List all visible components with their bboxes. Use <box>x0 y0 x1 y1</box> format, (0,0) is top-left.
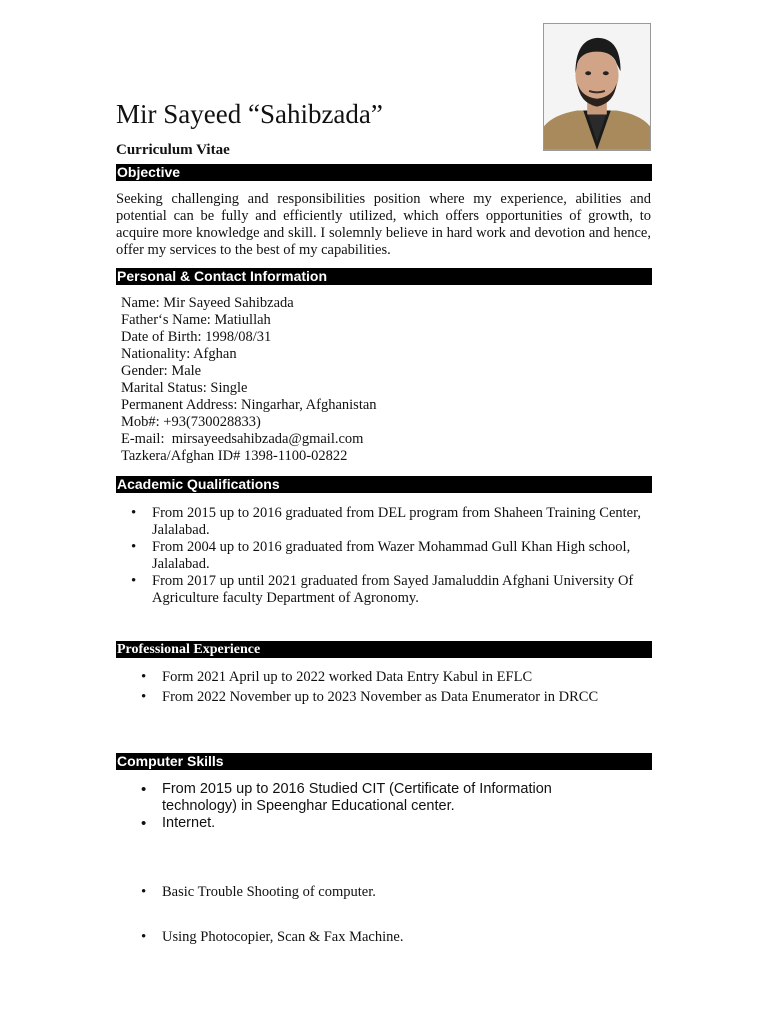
section-heading-objective: Objective <box>116 164 652 181</box>
info-line: Nationality: Afghan <box>121 346 237 362</box>
personal-info-list <box>121 295 377 465</box>
list-item: • From 2017 up until 2021 graduated from Sayed Jamaluddin Afghani University Of Agriculture faculty Department of Agronomy. <box>121 573 656 607</box>
skills-list-continued <box>131 929 651 946</box>
section-heading-academic: Academic Qualifications <box>116 476 652 493</box>
section-heading-experience: Professional Experience <box>116 641 652 658</box>
list-item: • From 2015 up to 2016 graduated from DEL program from Shaheen Training Center, Jalalabad. <box>121 505 656 539</box>
info-line: Date of Birth: 1998/08/31 <box>121 329 272 345</box>
info-line: Gender: Male <box>121 363 202 379</box>
academic-list <box>121 505 656 607</box>
profile-photo <box>543 23 651 151</box>
info-line: Marital Status: Single <box>121 380 248 396</box>
list-item: • Form 2021 April up to 2022 worked Data Entry Kabul in EFLC <box>131 669 651 686</box>
info-line: Name: Mir Sayeed Sahibzada <box>121 295 294 311</box>
section-heading-personal: Personal & Contact Information <box>116 268 652 285</box>
list-item: • From 2015 up to 2016 Studied CIT (Certificate of Information technology) in Speenghar Educational center. <box>131 781 611 815</box>
list-item: • Internet. <box>131 815 611 832</box>
info-line: Father‘s Name: Matiullah <box>121 312 271 328</box>
info-line: Permanent Address: Ningarhar, Afghanistan <box>121 397 377 413</box>
list-item: • Using Photocopier, Scan & Fax Machine. <box>131 929 651 946</box>
info-line-email: E-mail: mirsayeedsahibzada@gmail.com <box>121 431 364 447</box>
list-item: • From 2022 November up to 2023 November as Data Enumerator in DRCC <box>131 689 651 706</box>
info-line: Tazkera/Afghan ID# 1398-1100-02822 <box>121 448 348 464</box>
document-subtitle: Curriculum Vitae <box>116 142 230 158</box>
list-item: • Basic Trouble Shooting of computer. <box>131 884 651 901</box>
candidate-name: Mir Sayeed “Sahibzada” <box>116 99 383 129</box>
objective-text: Seeking challenging and responsibilities position where my experience, abilities and potential can be fully and efficiently utilized, which offers opportunities of growth, to acquire more knowledge and skill. I solemnly believe in hard work and devotion and hence, offer my services to the best of my capabilities. <box>116 191 651 258</box>
skills-list <box>131 781 611 832</box>
list-item: • From 2004 up to 2016 graduated from Wazer Mohammad Gull Khan High school, Jalalabad. <box>121 539 656 573</box>
experience-list <box>131 669 651 709</box>
profile-photo-image <box>544 24 650 150</box>
info-line: Mob#: +93(730028833) <box>121 414 261 430</box>
section-heading-skills: Computer Skills <box>116 753 652 770</box>
skills-list-continued <box>131 884 651 901</box>
